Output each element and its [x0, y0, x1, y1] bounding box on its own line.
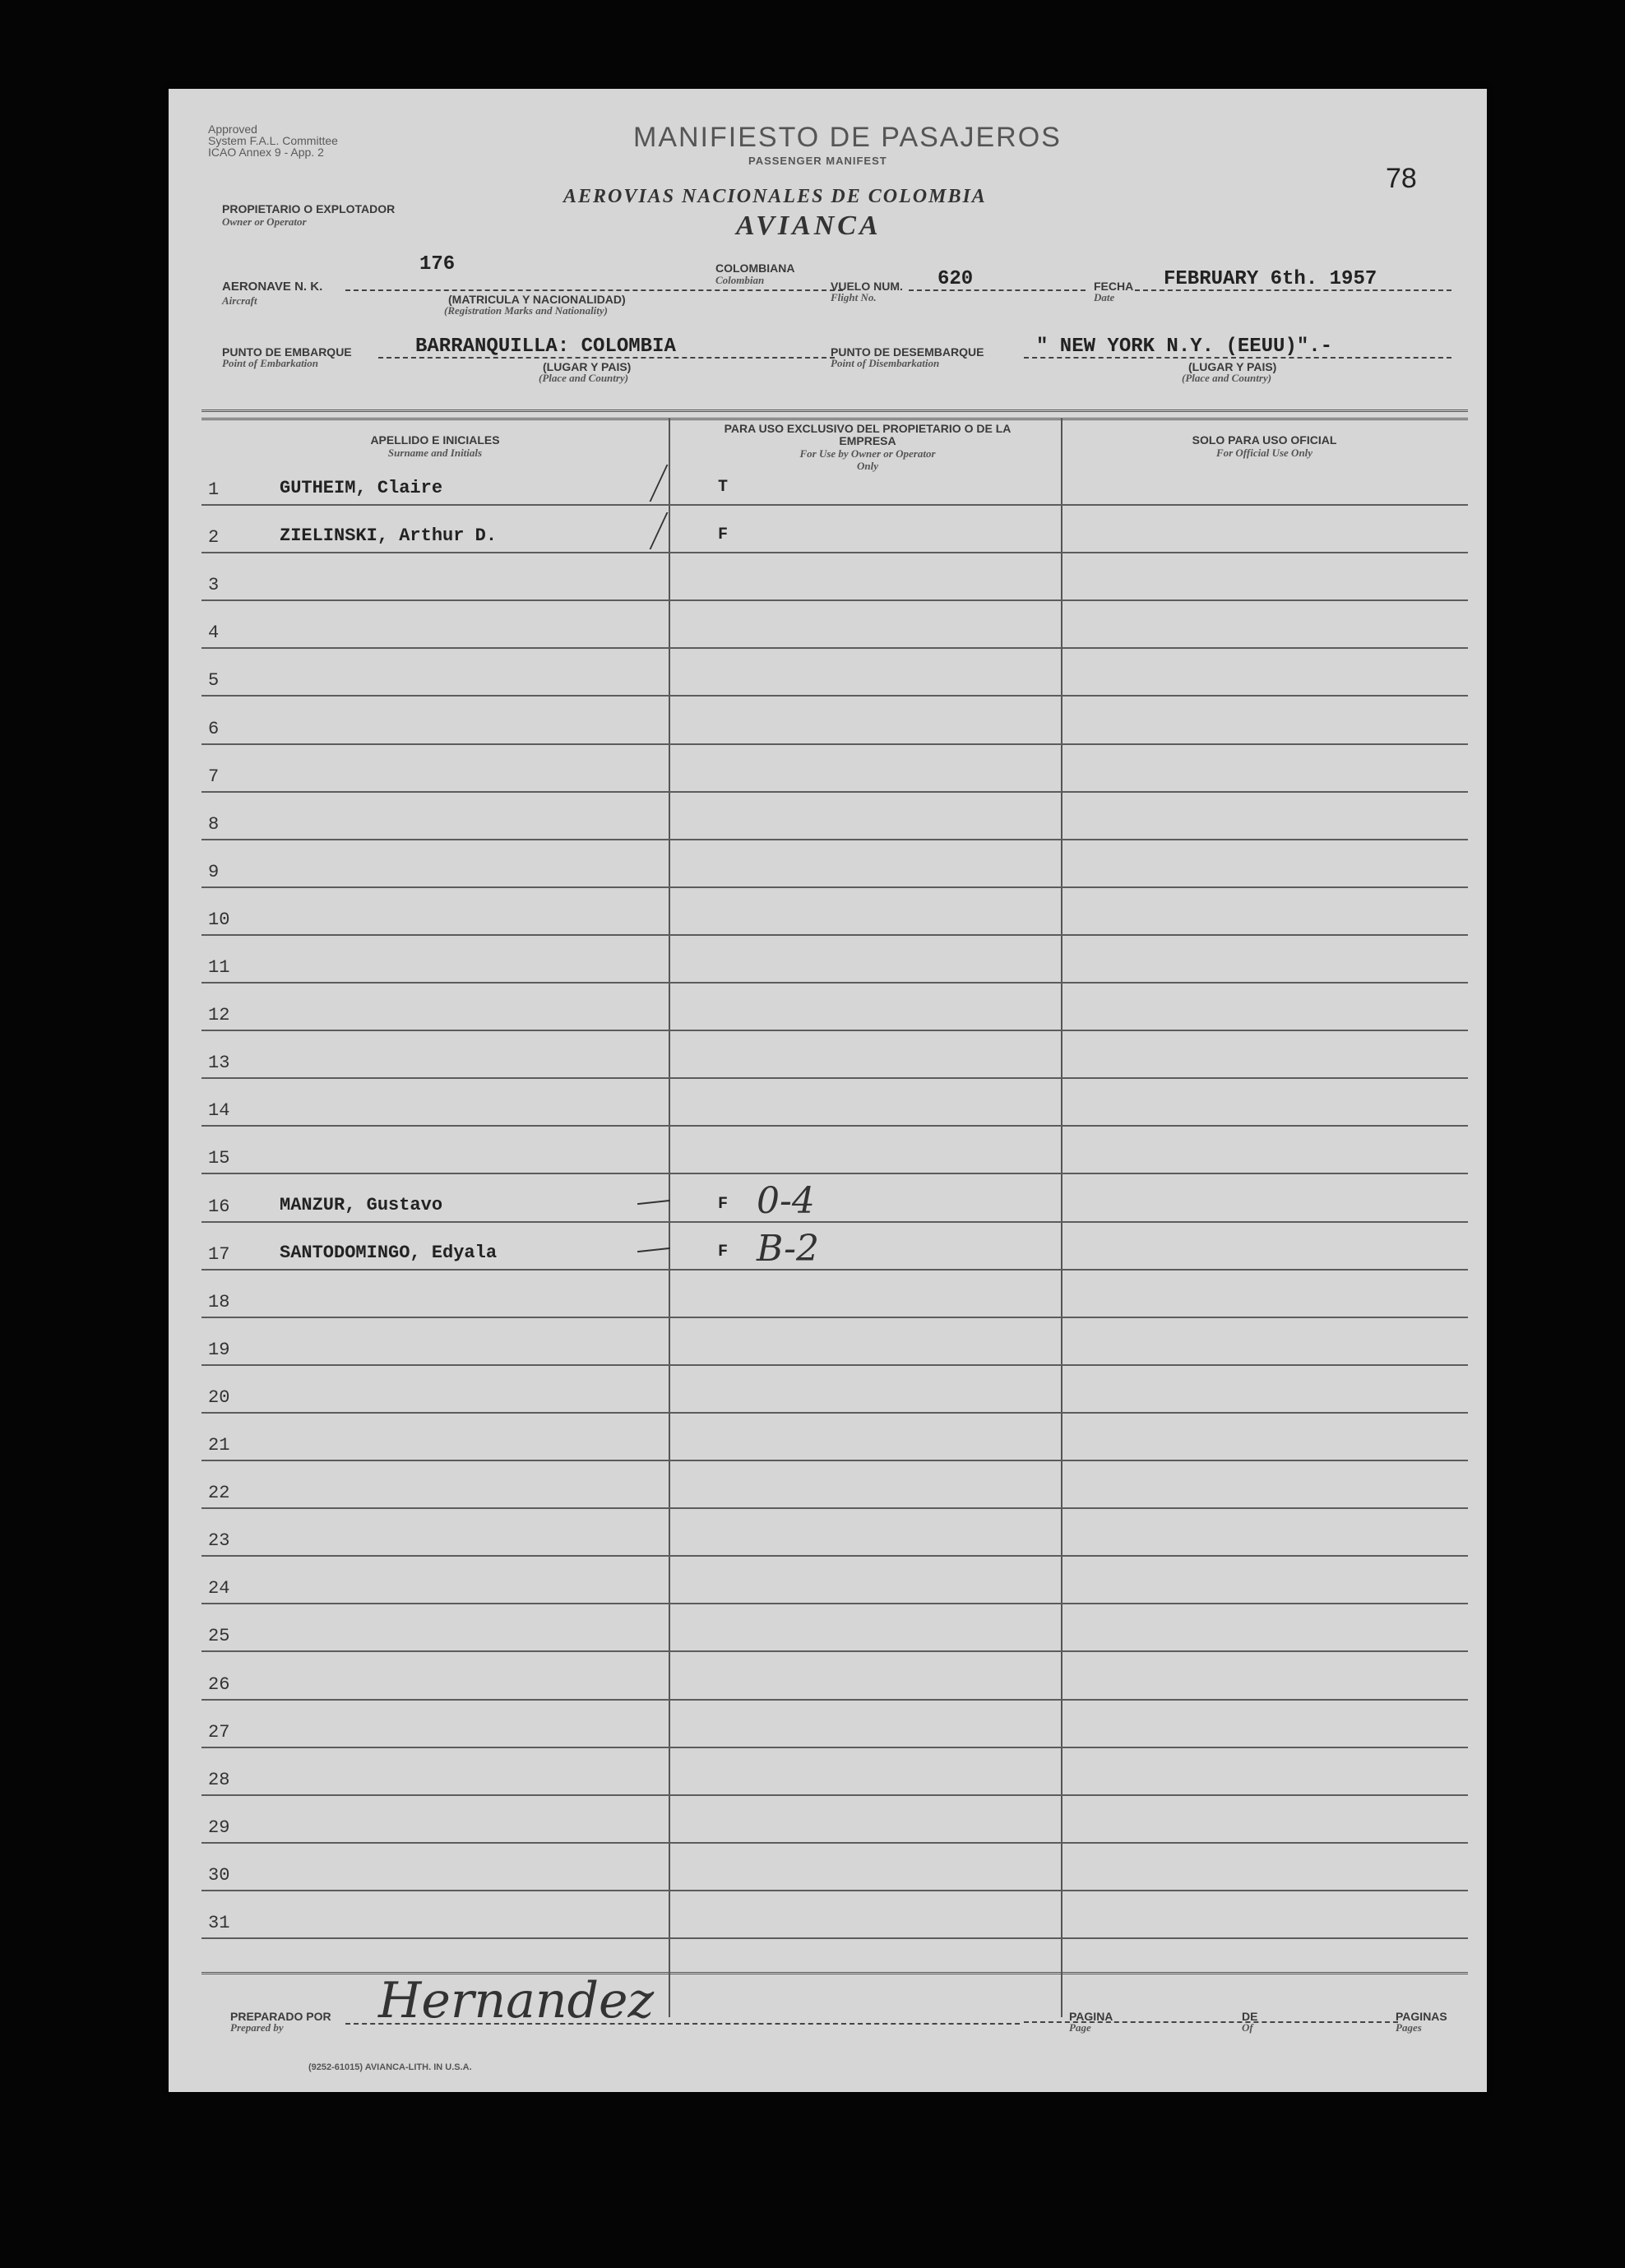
owner-mark: T	[718, 478, 729, 497]
date-label: FECHA	[1094, 280, 1134, 293]
passenger-name: GUTHEIM, Claire	[280, 478, 443, 498]
owner-label-en: Owner or Operator	[222, 215, 307, 228]
de-label: DE	[1242, 2010, 1258, 2023]
checkmark-icon	[625, 465, 669, 502]
checkmark-icon	[625, 512, 669, 549]
row-rule	[201, 1317, 1468, 1318]
pagina-label-en: Page	[1069, 2021, 1091, 2034]
row-number: 29	[208, 1817, 230, 1838]
passenger-name: MANZUR, Gustavo	[280, 1194, 443, 1215]
row-rule	[201, 1937, 1468, 1939]
row-rule	[201, 1412, 1468, 1414]
row-rule	[201, 1747, 1468, 1748]
row-number: 4	[208, 623, 220, 644]
nationality-label: COLOMBIANA	[715, 262, 795, 275]
row-number: 5	[208, 670, 220, 692]
row-number: 13	[208, 1053, 230, 1074]
row-number: 17	[208, 1243, 230, 1265]
embark-value: BARRANQUILLA: COLOMBIA	[415, 336, 676, 358]
col-owner-header	[695, 423, 1040, 472]
row-number: 3	[208, 575, 220, 596]
row-rule	[201, 1603, 1468, 1604]
approval-note	[208, 123, 338, 158]
date-value: FEBRUARY 6th. 1957	[1164, 268, 1377, 290]
paginas-label: PAGINAS	[1396, 2010, 1447, 2023]
nationality-label-en: Colombian	[715, 274, 765, 286]
disembark-value: " NEW YORK N.Y. (EEUU)".-	[1036, 336, 1333, 358]
row-rule	[201, 1173, 1468, 1174]
flight-underline	[909, 289, 1086, 291]
prepared-label-en: Prepared by	[230, 2021, 284, 2034]
prepared-label: PREPARADO POR	[230, 2010, 331, 2023]
row-number: 28	[208, 1769, 230, 1790]
pagina-label: PAGINA	[1069, 2010, 1113, 2023]
embark-place-label-en: (Place and Country)	[539, 372, 629, 384]
row-number: 10	[208, 909, 230, 930]
column-divider	[669, 418, 670, 2017]
row-number: 7	[208, 766, 220, 787]
flight-value: 620	[937, 268, 974, 290]
paginas-label-en: Pages	[1396, 2021, 1422, 2034]
embark-place-label: (LUGAR Y PAIS)	[543, 360, 632, 373]
handwritten-note: 0-4	[757, 1179, 815, 1222]
aircraft-value: 176	[419, 253, 456, 275]
col-official-title: SOLO PARA USO OFICIAL	[1192, 433, 1337, 447]
disembark-label: PUNTO DE DESEMBARQUE	[831, 345, 984, 359]
owner-line2: AVIANCA	[736, 211, 882, 241]
disembark-label-en: Point of Disembarkation	[831, 357, 940, 369]
approval-line: ICAO Annex 9 - App. 2	[208, 146, 324, 159]
owner-mark: F	[718, 1242, 729, 1261]
row-number: 25	[208, 1626, 230, 1647]
row-number: 6	[208, 718, 220, 739]
row-number: 27	[208, 1721, 230, 1743]
row-number: 1	[208, 479, 220, 500]
row-rule	[201, 552, 1468, 553]
col-official-header	[1061, 434, 1468, 459]
aircraft-label-en: Aircraft	[222, 294, 257, 307]
row-number: 20	[208, 1386, 230, 1408]
row-rule	[201, 695, 1468, 697]
row-rule	[201, 1507, 1468, 1509]
row-rule	[201, 1125, 1468, 1127]
embark-label-en: Point of Embarkation	[222, 357, 319, 369]
col-surname-title-en: Surname and Initials	[387, 447, 483, 459]
passenger-name: ZIELINSKI, Arthur D.	[280, 525, 498, 547]
approval-line: Approved	[208, 123, 257, 136]
table-top-rule	[201, 410, 1468, 412]
aircraft-underline	[345, 289, 843, 291]
aircraft-label: AERONAVE N. K.	[222, 280, 323, 294]
owner-mark: F	[718, 1194, 729, 1214]
col-surname-title: APELLIDO E INICIALES	[370, 433, 500, 447]
page-number: 78	[1386, 163, 1417, 194]
row-number: 14	[208, 1100, 230, 1122]
row-rule	[201, 504, 1468, 506]
row-rule	[201, 1030, 1468, 1031]
registration-label: (MATRICULA Y NACIONALIDAD)	[448, 293, 626, 306]
owner-line1: AEROVIAS NACIONALES DE COLOMBIA	[563, 186, 987, 207]
row-number: 22	[208, 1483, 230, 1504]
row-rule	[201, 1555, 1468, 1557]
row-number: 15	[208, 1148, 230, 1169]
flight-label-en: Flight No.	[831, 291, 877, 303]
preparer-signature: Hernandez	[378, 1972, 655, 2030]
row-number: 18	[208, 1291, 230, 1312]
row-rule	[201, 1364, 1468, 1366]
flight-label: VUELO NUM.	[831, 280, 903, 293]
row-number: 24	[208, 1578, 230, 1599]
row-number: 9	[208, 861, 220, 882]
dash-mark	[637, 1247, 670, 1252]
handwritten-note: B-2	[757, 1227, 820, 1270]
row-rule	[201, 886, 1468, 888]
row-rule	[201, 1890, 1468, 1891]
embark-label: PUNTO DE EMBARQUE	[222, 345, 352, 359]
row-number: 16	[208, 1196, 230, 1217]
col-official-title-en: For Official Use Only	[1215, 447, 1313, 459]
column-divider	[1061, 418, 1062, 2017]
row-number: 12	[208, 1005, 230, 1026]
row-rule	[201, 1269, 1468, 1271]
col-owner-title: PARA USO EXCLUSIVO DEL PROPIETARIO O DE LA EMPRESA	[724, 422, 1012, 447]
row-rule	[201, 934, 1468, 936]
approval-line: System F.A.L. Committee	[208, 134, 338, 147]
row-rule	[201, 839, 1468, 840]
manifest-sheet	[169, 89, 1487, 2092]
col-owner-title-en: For Use by Owner or Operator Only	[799, 447, 936, 472]
row-rule	[201, 982, 1468, 984]
row-number: 30	[208, 1864, 230, 1886]
print-code: (9252-61015) AVIANCA-LITH. IN U.S.A.	[308, 2062, 472, 2072]
row-rule	[201, 791, 1468, 793]
row-rule	[201, 599, 1468, 601]
registration-label-en: (Registration Marks and Nationality)	[444, 304, 608, 317]
row-rule	[201, 1650, 1468, 1652]
row-rule	[201, 1460, 1468, 1461]
row-number: 19	[208, 1339, 230, 1360]
disembark-place-label: (LUGAR Y PAIS)	[1188, 360, 1277, 373]
col-surname-header	[201, 434, 669, 459]
passenger-name: SANTODOMINGO, Edyala	[280, 1242, 498, 1263]
owner-label: PROPIETARIO O EXPLOTADOR	[222, 202, 396, 215]
manifest-subtitle: PASSENGER MANIFEST	[748, 155, 887, 167]
disembark-place-label-en: (Place and Country)	[1182, 372, 1272, 384]
de-label-en: Of	[1242, 2021, 1253, 2034]
row-rule	[201, 1221, 1468, 1223]
owner-mark: F	[718, 525, 729, 545]
row-number: 8	[208, 813, 220, 835]
row-rule	[201, 1842, 1468, 1844]
dash-mark	[637, 1199, 670, 1204]
row-rule	[201, 647, 1468, 649]
table-top-rule	[201, 418, 1468, 420]
row-number: 26	[208, 1673, 230, 1695]
date-label-en: Date	[1094, 291, 1115, 303]
row-number: 31	[208, 1913, 230, 1933]
row-number: 23	[208, 1530, 230, 1552]
pages-underline	[1024, 2021, 1398, 2023]
row-rule	[201, 1077, 1468, 1079]
manifest-title: MANIFIESTO DE PASAJEROS	[633, 122, 1062, 153]
row-number: 21	[208, 1435, 230, 1456]
row-rule	[201, 1699, 1468, 1701]
row-rule	[201, 743, 1468, 745]
row-number: 11	[208, 957, 230, 978]
row-number: 2	[208, 527, 220, 548]
row-rule	[201, 1794, 1468, 1796]
